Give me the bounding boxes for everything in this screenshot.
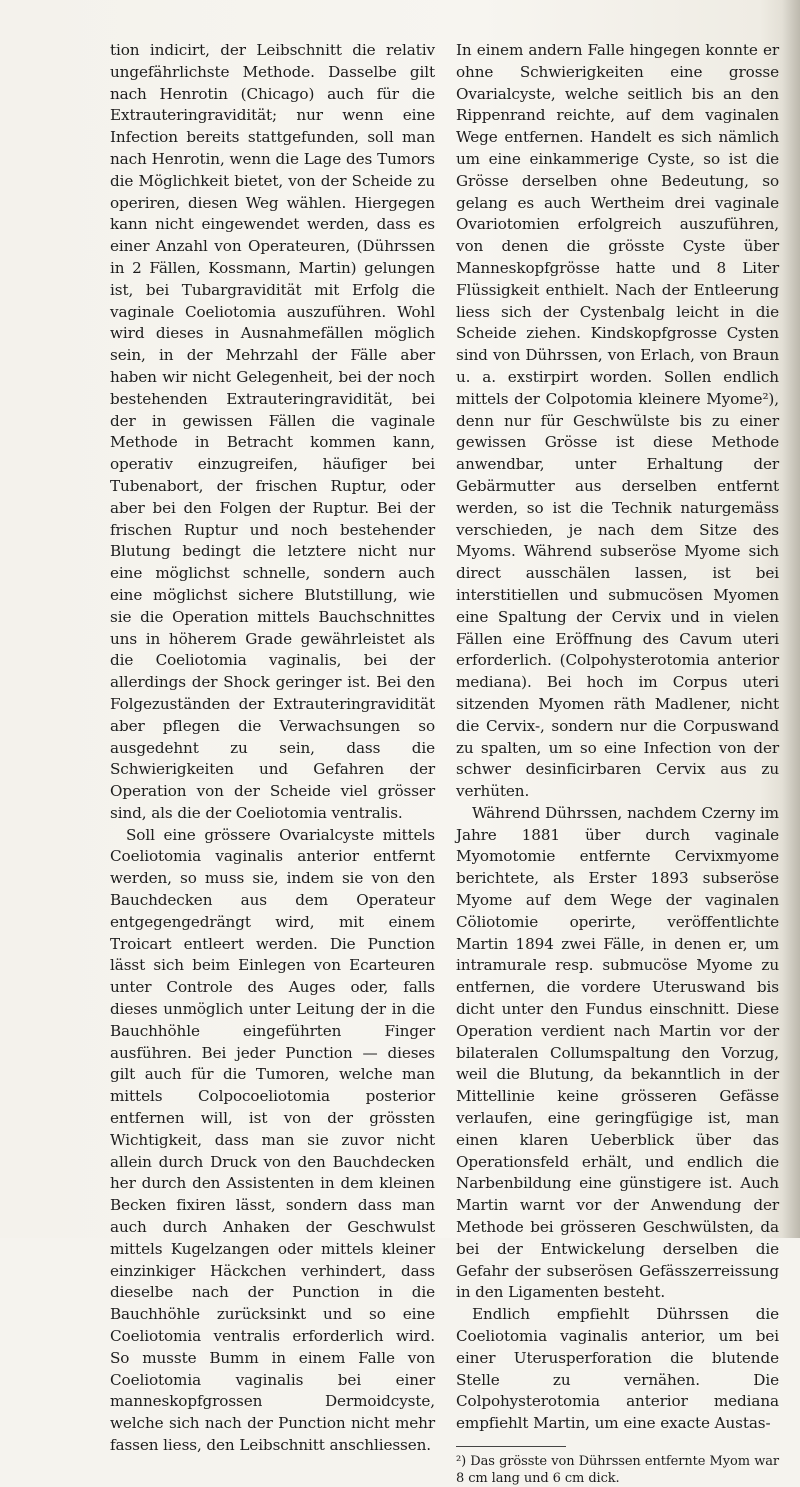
right-paragraph-1: In einem andern Falle hingegen konnte er ohne Schwierigkeiten eine grosse Ovarialcyste, welche seitlich bis an den Rippenrand reichte, auf dem vaginalen Wege entfernen. Handelt es sich nämlich um eine einkammerige Cyste, so ist die Grösse derselben ohne Bedeutung, so gelang es auch Wertheim drei vaginale Ovariotomien erfolgreich auszuführen, von denen die grösste Cyste über Manneskopfgrösse hatte und 8 Liter Flüssigkeit enthielt. Nach der Entleerung liess sich der Cystenbalg leicht in die Scheide ziehen. Kindskopfgrosse Cysten sind von Dührssen, von Erlach, von Braun u. a. exstirpirt worden. Sollen endlich mittels der Colpotomia kleinere Myome²), denn nur für Geschwülste bis zu einer gewissen Grösse ist diese Methode anwendbar, unter Erhaltung der Gebärmutter aus derselben entfernt werden, so ist die Technik naturgemäss verschieden, je nach dem Sitze des Myoms. Während subseröse Myome sich direct ausschälen lassen, ist bei interstitiellen und submucösen Myomen eine Spaltung der Cervix und in vielen Fällen eine Eröffnung des Cavum uteri erforderlich. (Colpohysterotomia anterior mediana). Bei hoch im Corpus uteri sitzenden Myomen räth Madlener, nicht die Cervix-, sondern nur die Corpuswand zu spalten, um so eine Infection von der schwer desinficirbaren Cervix aus zu verhüten. <box>456 41 779 801</box>
right-paragraph-3: Endlich empfiehlt Dührssen die Coeliotomia vaginalis anterior, um bei einer Uterusperforation die blutende Stelle zu vernähen. Die Colpohysterotomia anterior mediana empfiehlt Martin, um eine exacte Austas- <box>456 1305 779 1433</box>
footnote: ²) Das grösste von Dührssen entfernte Myom war 8 cm lang und 6 cm dick. <box>456 1454 779 1486</box>
right-paragraph-2: Während Dührssen, nachdem Czerny im Jahre 1881 über durch vaginale Myomotomie entfernte Cervixmyome berichtete, als Erster 1893 subseröse Myome auf dem Wege der vaginalen Cöliotomie operirte, veröffentlichte Martin 1894 zwei Fälle, in denen er, um intramurale resp. submucöse Myome zu entfernen, die vordere Uteruswand bis dicht unter den Fundus einschnitt. Diese Operation verdient nach Martin vor der bilateralen Collumspaltung den Vorzug, weil die Blutung, da bekanntlich in der Mittellinie keine grösseren Gefässe verlaufen, eine geringfügige ist, man einen klaren Ueberblick über das Operationsfeld erhält, und endlich die Narbenbildung eine günstigere ist. Auch Martin warnt vor der Anwendung der Methode bei grösseren Geschwülsten, da bei der Entwickelung derselben die Gefahr der subserösen Gefässzerreissung in den Ligamenten besteht. <box>456 803 779 1302</box>
left-paragraph-1: tion indicirt, der Leibschnitt die relativ ungefährlichste Methode. Dasselbe gilt nach Henrotin (Chicago) auch für die Extrauteringravidität; nur wenn eine Infection bereits stattgefunden, soll man nach Henrotin, wenn die Lage des Tumors die Möglichkeit bietet, von der Scheide zu operiren, diesen Weg wählen. Hiergegen kann nicht eingewendet werden, dass es einer Anzahl von Operateuren, (Dührssen in 2 Fällen, Kossmann, Martin) gelungen ist, bei Tubargravidität mit Erfolg die vaginale Coeliotomia auszuführen. Wohl wird dieses in Ausnahmefällen möglich sein, in der Mehrzahl der Fälle aber haben wir nicht Gelegenheit, bei der noch bestehenden Extrauteringravidität, bei der in gewissen Fällen die vaginale Methode in Betracht kommen kann, operativ einzugreifen, häufiger bei Tubenabort, der frischen Ruptur, oder aber bei den Folgen der Ruptur. Bei der frischen Ruptur und noch bestehender Blutung bedingt die letztere nicht nur eine möglichst schnelle, sondern auch eine möglichst sichere Blutstillung, wie sie die Operation mittels Bauchschnittes uns in höherem Grade gewährleistet als die Coeliotomia vaginalis, bei der allerdings der Shock geringer ist. Bei den Folgezuständen der Extrauteringravidität aber pflegen die Verwachsungen so ausgedehnt zu sein, dass die Schwierigkeiten und Gefahren der Operation von der Scheide viel grösser sind, als die der Coeliotomia ventralis. <box>110 41 435 822</box>
left-column <box>110 40 435 1457</box>
right-column <box>456 40 779 1487</box>
page-edge-shadow <box>782 0 800 1238</box>
left-paragraph-2: Soll eine grössere Ovarialcyste mittels Coeliotomia vaginalis anterior entfernt werden, so muss sie, indem sie von den Bauchdecken aus dem Operateur entgegengedrängt wird, mit einem Troicart entleert werden. Die Punction lässt sich beim Einlegen von Ecarteuren unter Controle des Auges oder, falls dieses unmöglich unter Leitung der in die Bauchhöhle eingeführten Finger ausführen. Bei jeder Punction — dieses gilt auch für die Tumoren, welche man mittels Colpocoeliotomia posterior entfernen will, ist von der grössten Wichtigkeit, dass man sie zuvor nicht allein durch Druck von den Bauchdecken her durch den Assistenten in dem kleinen Becken fixiren lässt, sondern dass man auch durch Anhaken der Geschwulst mittels Kugelzangen oder mittels kleiner einzinkiger Häckchen verhindert, dass dieselbe nach der Punction in die Bauchhöhle zurücksinkt und so eine Coeliotomia ventralis erforderlich wird. So musste Bumm in einem Falle von Coeliotomia vaginalis bei einer manneskopfgrossen Dermoidcyste, welche sich nach der Punction nicht mehr fassen liess, den Leibschnitt anschliessen. <box>110 825 435 1454</box>
footnote-divider <box>456 1446 566 1447</box>
